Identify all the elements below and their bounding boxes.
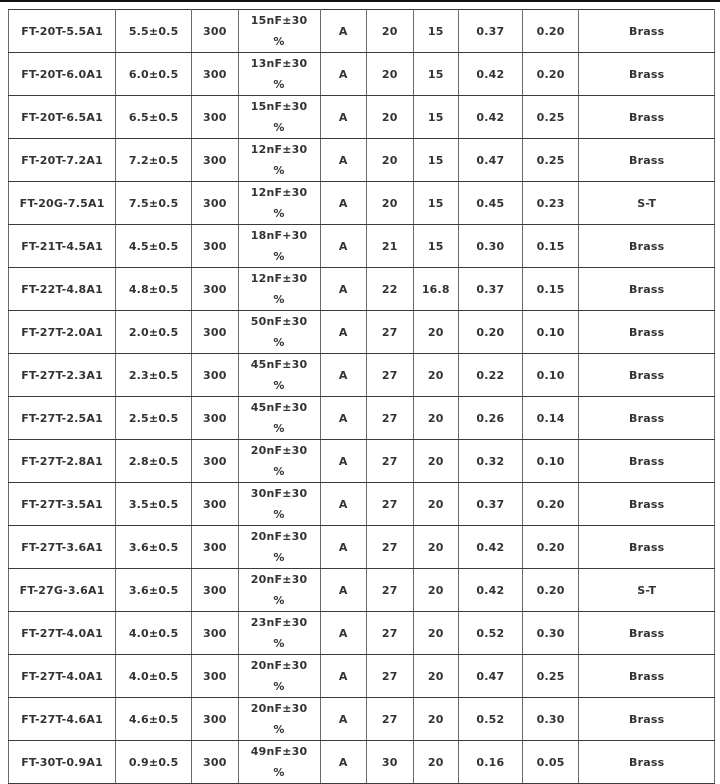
capacitance-value: 20nF±30	[250, 530, 308, 543]
diameter-cell: 27	[367, 440, 414, 483]
capacitance-value: 12nF±30	[250, 272, 308, 285]
diameter-cell: 20	[367, 96, 414, 139]
model-cell: FT-30T-0.9A1	[9, 741, 116, 784]
total-thickness-cell: 0.37	[459, 10, 523, 53]
capacitance-cell	[238, 526, 320, 569]
material-cell: Brass	[579, 612, 715, 655]
frequency-cell: 6.5±0.5	[116, 96, 192, 139]
plate-thickness-cell: 0.10	[522, 440, 579, 483]
impedance-cell: 300	[192, 440, 239, 483]
material-cell: Brass	[579, 354, 715, 397]
capacitance-percent: %	[273, 78, 285, 91]
diameter-cell: 27	[367, 569, 414, 612]
total-thickness-cell: 0.47	[459, 655, 523, 698]
frequency-cell: 4.8±0.5	[116, 268, 192, 311]
model-cell: FT-27T-3.6A1	[9, 526, 116, 569]
capacitance-percent: %	[273, 379, 285, 392]
capacitance-value: 12nF±30	[250, 186, 308, 199]
table-row	[9, 354, 715, 397]
capacitance-value: 50nF±30	[250, 315, 308, 328]
impedance-cell: 300	[192, 354, 239, 397]
capacitance-cell	[238, 440, 320, 483]
table-row	[9, 698, 715, 741]
capacitance-cell	[238, 741, 320, 784]
plate-thickness-cell: 0.25	[522, 96, 579, 139]
type-cell: A	[320, 569, 367, 612]
capacitance-cell	[238, 655, 320, 698]
total-thickness-cell: 0.45	[459, 182, 523, 225]
impedance-cell: 300	[192, 741, 239, 784]
frequency-cell: 3.5±0.5	[116, 483, 192, 526]
material-cell: Brass	[579, 53, 715, 96]
table-row	[9, 569, 715, 612]
capacitance-value: 20nF±30	[250, 702, 308, 715]
plate-diameter-cell: 16.8	[413, 268, 459, 311]
table-row	[9, 612, 715, 655]
model-cell: FT-27T-3.5A1	[9, 483, 116, 526]
impedance-cell: 300	[192, 225, 239, 268]
model-cell: FT-20G-7.5A1	[9, 182, 116, 225]
capacitance-percent: %	[273, 336, 285, 349]
impedance-cell: 300	[192, 698, 239, 741]
material-cell: Brass	[579, 741, 715, 784]
type-cell: A	[320, 440, 367, 483]
impedance-cell: 300	[192, 397, 239, 440]
table-row	[9, 53, 715, 96]
material-cell: S-T	[579, 182, 715, 225]
capacitance-cell	[238, 10, 320, 53]
total-thickness-cell: 0.52	[459, 698, 523, 741]
table-row	[9, 10, 715, 53]
plate-thickness-cell: 0.20	[522, 569, 579, 612]
impedance-cell: 300	[192, 311, 239, 354]
capacitance-percent: %	[273, 680, 285, 693]
total-thickness-cell: 0.37	[459, 268, 523, 311]
diameter-cell: 27	[367, 483, 414, 526]
type-cell: A	[320, 612, 367, 655]
table-row	[9, 483, 715, 526]
plate-thickness-cell: 0.25	[522, 139, 579, 182]
type-cell: A	[320, 10, 367, 53]
plate-diameter-cell: 20	[413, 483, 459, 526]
plate-thickness-cell: 0.10	[522, 354, 579, 397]
plate-diameter-cell: 20	[413, 612, 459, 655]
plate-thickness-cell: 0.15	[522, 225, 579, 268]
material-cell: Brass	[579, 526, 715, 569]
type-cell: A	[320, 741, 367, 784]
capacitance-percent: %	[273, 594, 285, 607]
material-cell: Brass	[579, 268, 715, 311]
model-cell: FT-22T-4.8A1	[9, 268, 116, 311]
total-thickness-cell: 0.20	[459, 311, 523, 354]
capacitance-percent: %	[273, 723, 285, 736]
capacitance-value: 20nF±30	[250, 659, 308, 672]
type-cell: A	[320, 53, 367, 96]
capacitance-value: 20nF±30	[250, 573, 308, 586]
capacitance-cell	[238, 397, 320, 440]
table-row	[9, 225, 715, 268]
plate-diameter-cell: 15	[413, 53, 459, 96]
impedance-cell: 300	[192, 96, 239, 139]
capacitance-value: 49nF±30	[250, 745, 308, 758]
impedance-cell: 300	[192, 182, 239, 225]
frequency-cell: 4.6±0.5	[116, 698, 192, 741]
capacitance-cell	[238, 569, 320, 612]
diameter-cell: 30	[367, 741, 414, 784]
model-cell: FT-27G-3.6A1	[9, 569, 116, 612]
frequency-cell: 4.5±0.5	[116, 225, 192, 268]
total-thickness-cell: 0.37	[459, 483, 523, 526]
type-cell: A	[320, 483, 367, 526]
model-cell: FT-21T-4.5A1	[9, 225, 116, 268]
model-cell: FT-20T-6.5A1	[9, 96, 116, 139]
capacitance-percent: %	[273, 637, 285, 650]
model-cell: FT-27T-4.6A1	[9, 698, 116, 741]
table-row	[9, 397, 715, 440]
model-cell: FT-27T-4.0A1	[9, 612, 116, 655]
total-thickness-cell: 0.26	[459, 397, 523, 440]
plate-thickness-cell: 0.30	[522, 698, 579, 741]
frequency-cell: 2.8±0.5	[116, 440, 192, 483]
capacitance-cell	[238, 139, 320, 182]
diameter-cell: 27	[367, 397, 414, 440]
frequency-cell: 6.0±0.5	[116, 53, 192, 96]
type-cell: A	[320, 655, 367, 698]
material-cell: Brass	[579, 397, 715, 440]
capacitance-cell	[238, 96, 320, 139]
plate-thickness-cell: 0.15	[522, 268, 579, 311]
table-row	[9, 182, 715, 225]
plate-thickness-cell: 0.23	[522, 182, 579, 225]
type-cell: A	[320, 354, 367, 397]
frequency-cell: 5.5±0.5	[116, 10, 192, 53]
table-body	[9, 10, 715, 784]
total-thickness-cell: 0.22	[459, 354, 523, 397]
material-cell: Brass	[579, 655, 715, 698]
impedance-cell: 300	[192, 10, 239, 53]
capacitance-cell	[238, 354, 320, 397]
capacitance-cell	[238, 612, 320, 655]
type-cell: A	[320, 268, 367, 311]
table-row	[9, 268, 715, 311]
total-thickness-cell: 0.47	[459, 139, 523, 182]
plate-thickness-cell: 0.20	[522, 53, 579, 96]
capacitance-value: 23nF±30	[250, 616, 308, 629]
impedance-cell: 300	[192, 53, 239, 96]
plate-thickness-cell: 0.25	[522, 655, 579, 698]
capacitance-percent: %	[273, 35, 285, 48]
model-cell: FT-20T-5.5A1	[9, 10, 116, 53]
impedance-cell: 300	[192, 612, 239, 655]
impedance-cell: 300	[192, 268, 239, 311]
total-thickness-cell: 0.42	[459, 569, 523, 612]
impedance-cell: 300	[192, 569, 239, 612]
diameter-cell: 27	[367, 354, 414, 397]
diameter-cell: 22	[367, 268, 414, 311]
diameter-cell: 20	[367, 139, 414, 182]
frequency-cell: 4.0±0.5	[116, 612, 192, 655]
capacitance-percent: %	[273, 465, 285, 478]
capacitance-cell	[238, 698, 320, 741]
type-cell: A	[320, 698, 367, 741]
frequency-cell: 4.0±0.5	[116, 655, 192, 698]
capacitance-percent: %	[273, 250, 285, 263]
plate-thickness-cell: 0.20	[522, 526, 579, 569]
diameter-cell: 20	[367, 10, 414, 53]
plate-thickness-cell: 0.30	[522, 612, 579, 655]
plate-diameter-cell: 20	[413, 526, 459, 569]
type-cell: A	[320, 311, 367, 354]
frequency-cell: 7.5±0.5	[116, 182, 192, 225]
plate-diameter-cell: 20	[413, 397, 459, 440]
model-cell: FT-27T-2.5A1	[9, 397, 116, 440]
capacitance-value: 18nF+30	[250, 229, 308, 242]
plate-diameter-cell: 15	[413, 10, 459, 53]
total-thickness-cell: 0.42	[459, 526, 523, 569]
top-divider-line	[0, 0, 720, 2]
type-cell: A	[320, 139, 367, 182]
type-cell: A	[320, 96, 367, 139]
capacitance-percent: %	[273, 551, 285, 564]
impedance-cell: 300	[192, 655, 239, 698]
diameter-cell: 20	[367, 53, 414, 96]
plate-thickness-cell: 0.14	[522, 397, 579, 440]
capacitance-value: 20nF±30	[250, 444, 308, 457]
capacitance-value: 12nF±30	[250, 143, 308, 156]
plate-diameter-cell: 20	[413, 440, 459, 483]
plate-diameter-cell: 20	[413, 698, 459, 741]
plate-diameter-cell: 15	[413, 182, 459, 225]
material-cell: Brass	[579, 139, 715, 182]
diameter-cell: 27	[367, 612, 414, 655]
material-cell: Brass	[579, 483, 715, 526]
type-cell: A	[320, 182, 367, 225]
plate-thickness-cell: 0.20	[522, 483, 579, 526]
capacitance-cell	[238, 53, 320, 96]
frequency-cell: 2.5±0.5	[116, 397, 192, 440]
table-row	[9, 139, 715, 182]
capacitance-value: 45nF±30	[250, 401, 308, 414]
capacitance-percent: %	[273, 164, 285, 177]
diameter-cell: 27	[367, 655, 414, 698]
capacitance-cell	[238, 483, 320, 526]
table-row	[9, 96, 715, 139]
model-cell: FT-27T-2.8A1	[9, 440, 116, 483]
diameter-cell: 27	[367, 526, 414, 569]
table-row	[9, 526, 715, 569]
plate-thickness-cell: 0.05	[522, 741, 579, 784]
total-thickness-cell: 0.16	[459, 741, 523, 784]
capacitance-value: 45nF±30	[250, 358, 308, 371]
capacitance-percent: %	[273, 207, 285, 220]
frequency-cell: 7.2±0.5	[116, 139, 192, 182]
plate-diameter-cell: 20	[413, 311, 459, 354]
material-cell: Brass	[579, 698, 715, 741]
capacitance-percent: %	[273, 121, 285, 134]
type-cell: A	[320, 397, 367, 440]
diameter-cell: 27	[367, 698, 414, 741]
plate-diameter-cell: 20	[413, 354, 459, 397]
impedance-cell: 300	[192, 483, 239, 526]
material-cell: Brass	[579, 96, 715, 139]
model-cell: FT-27T-2.3A1	[9, 354, 116, 397]
material-cell: S-T	[579, 569, 715, 612]
capacitance-percent: %	[273, 293, 285, 306]
frequency-cell: 2.0±0.5	[116, 311, 192, 354]
plate-diameter-cell: 20	[413, 655, 459, 698]
impedance-cell: 300	[192, 139, 239, 182]
model-cell: FT-20T-6.0A1	[9, 53, 116, 96]
capacitance-cell	[238, 182, 320, 225]
total-thickness-cell: 0.32	[459, 440, 523, 483]
diameter-cell: 20	[367, 182, 414, 225]
capacitance-cell	[238, 311, 320, 354]
plate-diameter-cell: 20	[413, 569, 459, 612]
type-cell: A	[320, 526, 367, 569]
material-cell: Brass	[579, 440, 715, 483]
capacitance-value: 15nF±30	[250, 14, 308, 27]
piezo-spec-table	[8, 9, 715, 784]
plate-diameter-cell: 20	[413, 741, 459, 784]
model-cell: FT-20T-7.2A1	[9, 139, 116, 182]
plate-diameter-cell: 15	[413, 96, 459, 139]
capacitance-value: 30nF±30	[250, 487, 308, 500]
total-thickness-cell: 0.42	[459, 53, 523, 96]
table-row	[9, 741, 715, 784]
frequency-cell: 2.3±0.5	[116, 354, 192, 397]
capacitance-cell	[238, 268, 320, 311]
capacitance-value: 13nF±30	[250, 57, 308, 70]
table-row	[9, 440, 715, 483]
type-cell: A	[320, 225, 367, 268]
capacitance-value: 15nF±30	[250, 100, 308, 113]
total-thickness-cell: 0.52	[459, 612, 523, 655]
model-cell: FT-27T-2.0A1	[9, 311, 116, 354]
capacitance-percent: %	[273, 766, 285, 779]
total-thickness-cell: 0.42	[459, 96, 523, 139]
model-cell: FT-27T-4.0A1	[9, 655, 116, 698]
plate-diameter-cell: 15	[413, 225, 459, 268]
diameter-cell: 27	[367, 311, 414, 354]
diameter-cell: 21	[367, 225, 414, 268]
frequency-cell: 3.6±0.5	[116, 526, 192, 569]
table-row	[9, 311, 715, 354]
capacitance-cell	[238, 225, 320, 268]
plate-thickness-cell: 0.20	[522, 10, 579, 53]
material-cell: Brass	[579, 225, 715, 268]
impedance-cell: 300	[192, 526, 239, 569]
capacitance-percent: %	[273, 508, 285, 521]
material-cell: Brass	[579, 311, 715, 354]
frequency-cell: 3.6±0.5	[116, 569, 192, 612]
plate-diameter-cell: 15	[413, 139, 459, 182]
material-cell: Brass	[579, 10, 715, 53]
plate-thickness-cell: 0.10	[522, 311, 579, 354]
table-row	[9, 655, 715, 698]
frequency-cell: 0.9±0.5	[116, 741, 192, 784]
total-thickness-cell: 0.30	[459, 225, 523, 268]
capacitance-percent: %	[273, 422, 285, 435]
